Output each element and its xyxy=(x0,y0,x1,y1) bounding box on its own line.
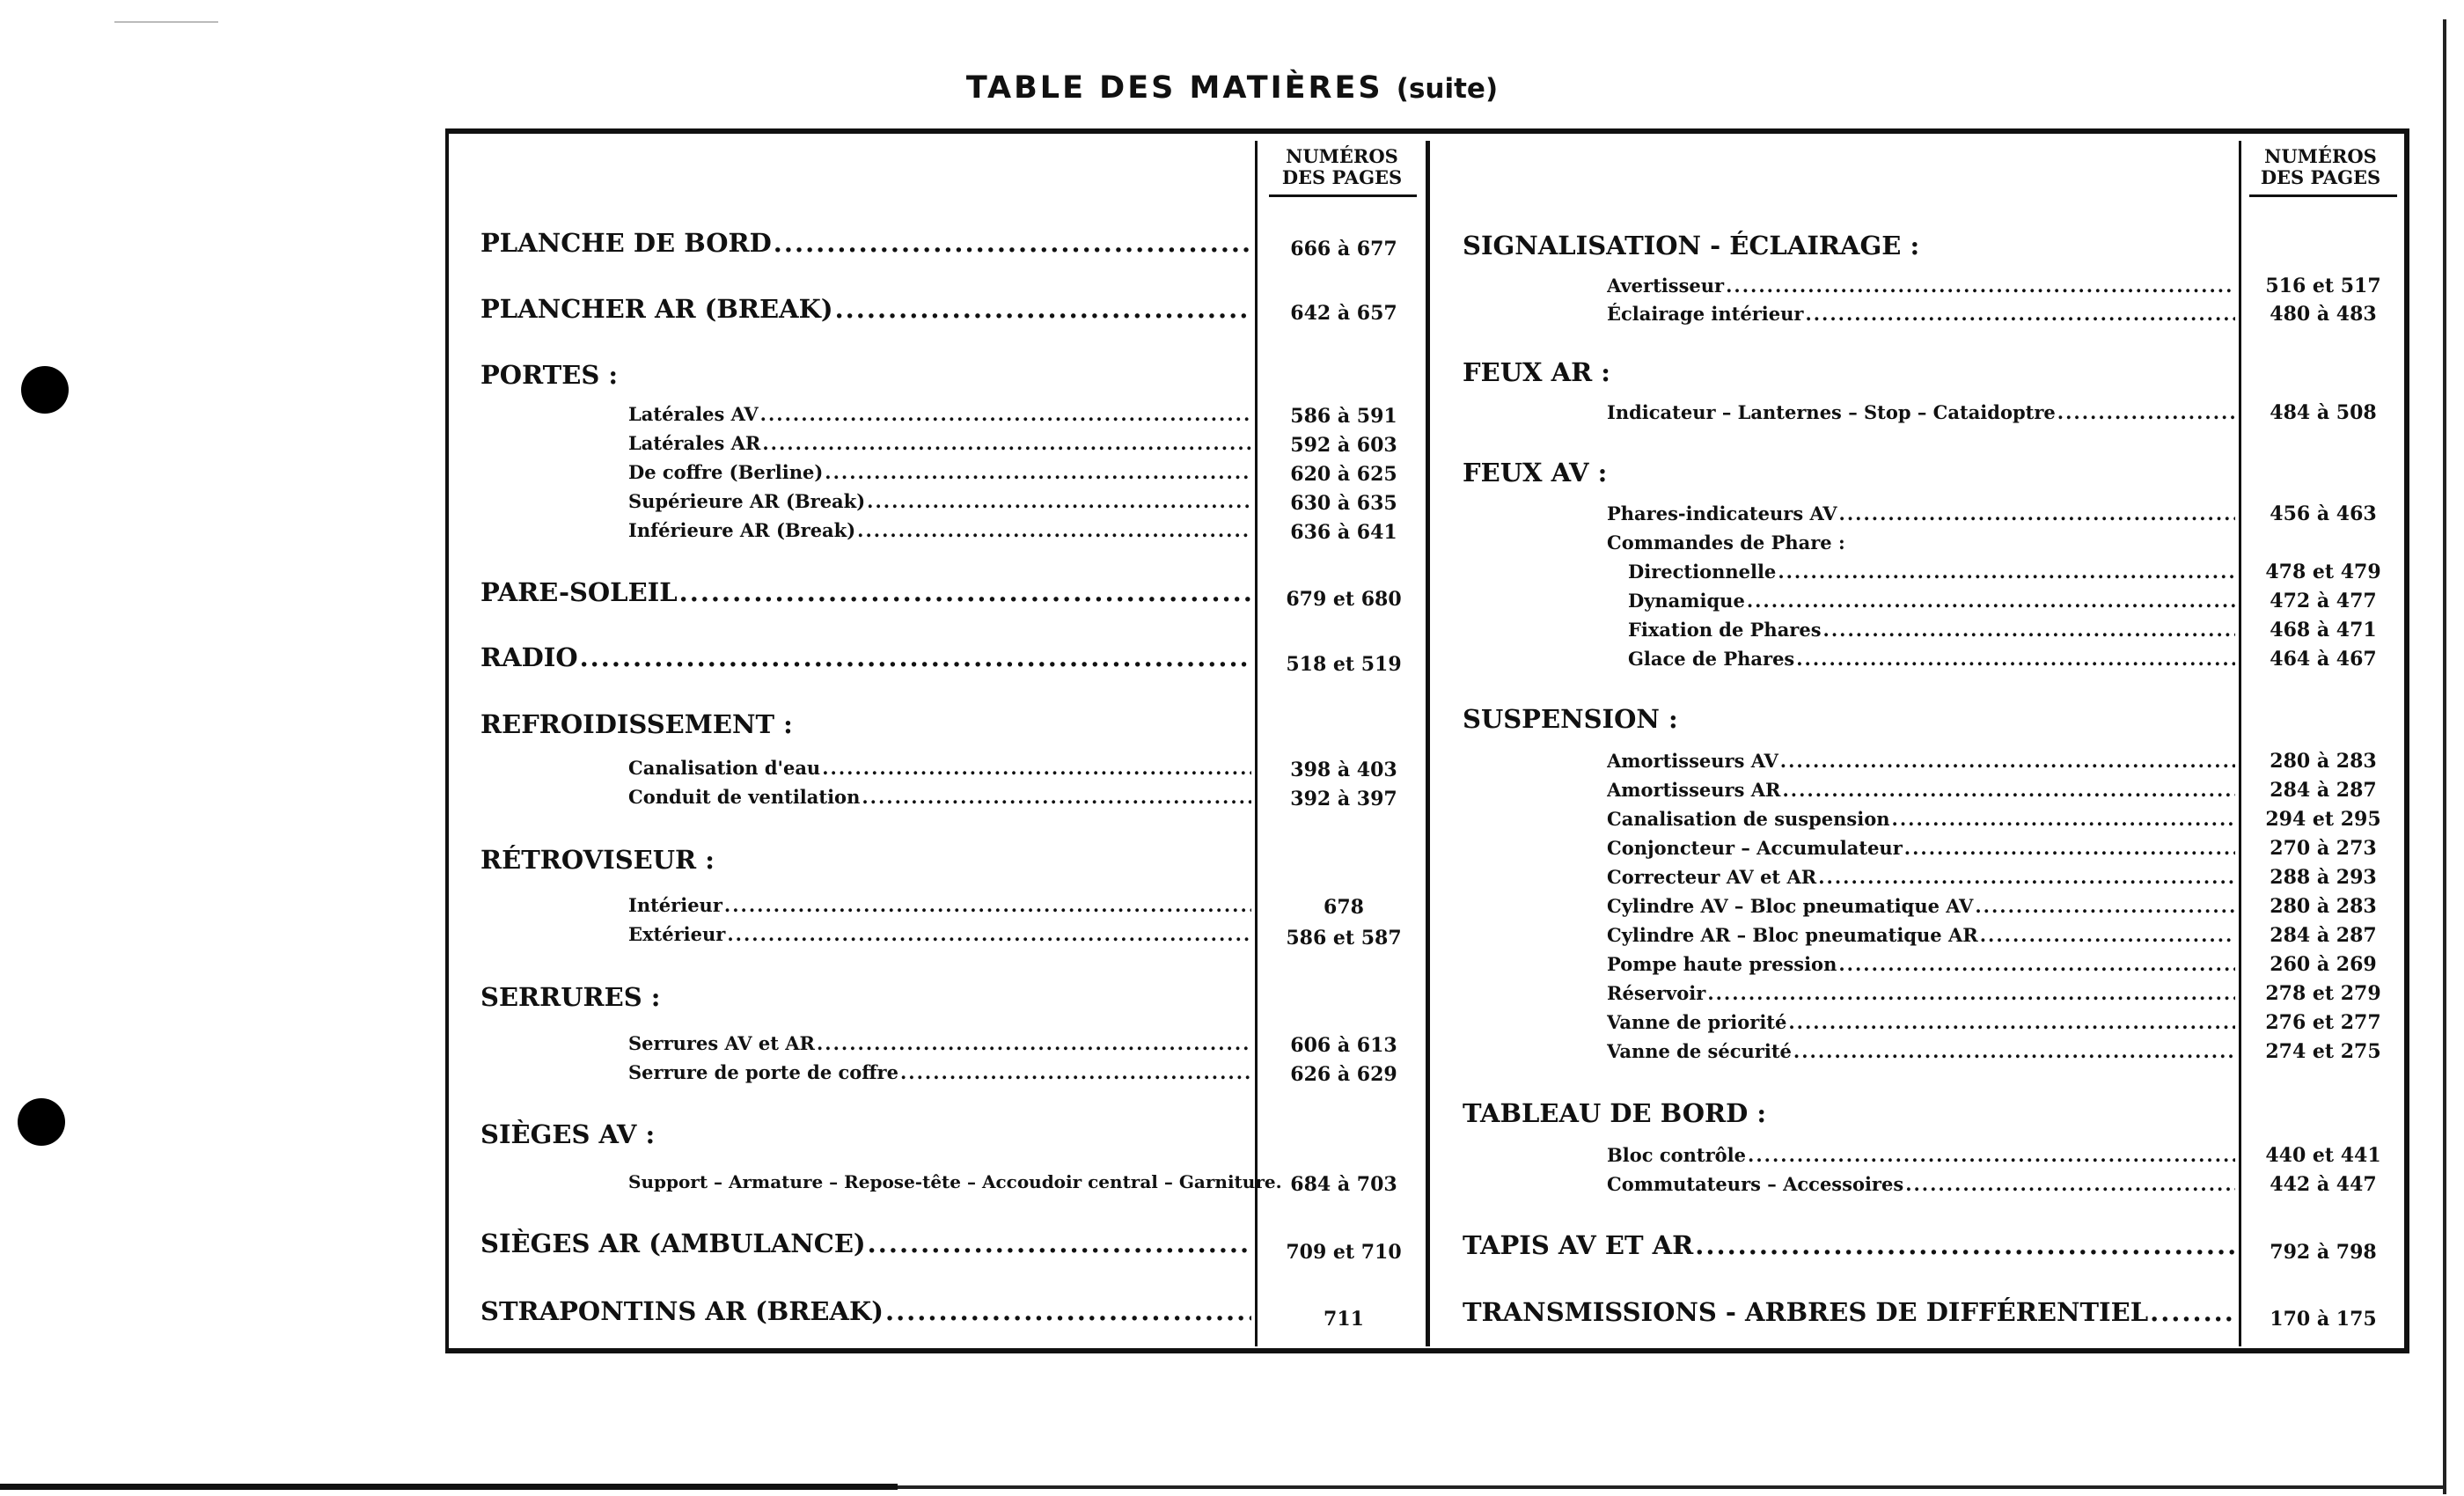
page-number: 606 à 613 xyxy=(1290,1034,1397,1057)
title-suffix: (suite) xyxy=(1396,73,1499,105)
toc-subentry: Glace de Phares ..... xyxy=(1628,648,2235,670)
page-number: 484 à 508 xyxy=(2270,401,2377,424)
toc-subheading: Commandes de Phare : xyxy=(1607,532,1845,554)
toc-entry: PLANCHER AR (BREAK) ..... xyxy=(480,294,1251,324)
page-number: 284 à 287 xyxy=(2270,924,2377,947)
page-title xyxy=(0,70,2464,106)
toc-entry: RADIO ..... xyxy=(480,642,1251,672)
toc-entry: PLANCHE DE BORD ..... xyxy=(480,228,1251,258)
page-number: 260 à 269 xyxy=(2270,953,2377,976)
toc-subentry: Pompe haute pression ..... xyxy=(1607,953,2235,975)
toc-subentry: Serrures AV et AR ..... xyxy=(628,1032,1251,1054)
toc-subentry: Canalisation d'eau ..... xyxy=(628,757,1251,779)
toc-entry: SIÈGES AR (AMBULANCE) ..... xyxy=(480,1228,1251,1258)
page-number: 678 xyxy=(1324,896,1364,919)
toc-section-heading: FEUX AR : xyxy=(1463,357,1610,387)
left-pages-header-rule xyxy=(1269,194,1417,197)
right-pages-column-header xyxy=(2246,146,2395,188)
toc-subentry: De coffre (Berline) ..... xyxy=(628,461,1251,483)
toc-entry: TRANSMISSIONS - ARBRES DE DIFFÉRENTIEL ..... xyxy=(1463,1297,2235,1327)
page-edge-right xyxy=(2443,19,2446,1494)
toc-subentry: Vanne de sécurité ..... xyxy=(1607,1040,2235,1062)
toc-section-heading: SIGNALISATION - ÉCLAIRAGE : xyxy=(1463,231,1920,260)
right-pages-header-rule xyxy=(2249,194,2397,197)
page-number: 288 à 293 xyxy=(2270,866,2377,889)
toc-subentry: Directionnelle ..... xyxy=(1628,561,2235,583)
page-number: 472 à 477 xyxy=(2270,590,2377,612)
page-number: 280 à 283 xyxy=(2270,895,2377,918)
toc-subentry: Avertisseur ..... xyxy=(1607,275,2235,297)
page-number: 442 à 447 xyxy=(2270,1173,2377,1196)
page-number: 592 à 603 xyxy=(1290,434,1397,457)
toc-subentry: Support – Armature – Repose-tête – Accoudoir central – Garniture. xyxy=(628,1171,1282,1192)
toc-section-heading: SUSPENSION : xyxy=(1463,704,1678,734)
toc-section-heading: FEUX AV : xyxy=(1463,458,1608,488)
toc-section-heading: SERRURES : xyxy=(480,982,661,1012)
page-number: 280 à 283 xyxy=(2270,750,2377,773)
left-pages-header-line1: NUMÉROS xyxy=(1286,145,1398,167)
page-number: 516 et 517 xyxy=(2265,275,2381,297)
page-number: 478 et 479 xyxy=(2265,561,2381,583)
toc-subentry: Intérieur ..... xyxy=(628,894,1251,916)
page-number: 480 à 483 xyxy=(2270,303,2377,326)
toc-subentry: Réservoir ..... xyxy=(1607,982,2235,1004)
toc-subentry: Correcteur AV et AR ..... xyxy=(1607,866,2235,888)
left-pages-column-rule-left xyxy=(1255,141,1258,1346)
page-number: 398 à 403 xyxy=(1290,759,1397,781)
toc-subentry: Bloc contrôle ..... xyxy=(1607,1144,2235,1166)
page-number: 666 à 677 xyxy=(1290,238,1397,260)
toc-entry: PARE-SOLEIL ..... xyxy=(480,577,1251,607)
page-number: 586 et 587 xyxy=(1286,927,1402,950)
toc-entry: TAPIS AV ET AR ..... xyxy=(1463,1230,2235,1260)
page-number: 684 à 703 xyxy=(1290,1173,1397,1196)
punch-hole-top xyxy=(21,366,69,414)
toc-subentry: Amortisseurs AR ..... xyxy=(1607,779,2235,801)
page-number: 679 et 680 xyxy=(1286,588,1402,611)
left-pages-column-rule-right xyxy=(1426,141,1430,1346)
toc-section-heading: TABLEAU DE BORD : xyxy=(1463,1098,1767,1128)
toc-subentry: Vanne de priorité ..... xyxy=(1607,1011,2235,1033)
page-number: 392 à 397 xyxy=(1290,788,1397,810)
page-number: 440 et 441 xyxy=(2265,1144,2381,1167)
page-number: 294 et 295 xyxy=(2265,808,2381,831)
page-number: 709 et 710 xyxy=(1286,1241,1402,1264)
toc-subentry: Cylindre AR – Bloc pneumatique AR ..... xyxy=(1607,924,2235,946)
toc-subentry: Commutateurs – Accessoires ..... xyxy=(1607,1173,2235,1195)
toc-subentry: Extérieur ..... xyxy=(628,923,1251,945)
toc-subentry: Supérieure AR (Break) ..... xyxy=(628,490,1251,512)
page-number: 792 à 798 xyxy=(2270,1241,2377,1264)
left-pages-column-header xyxy=(1267,146,1417,188)
page-number: 270 à 273 xyxy=(2270,837,2377,860)
page-number: 711 xyxy=(1324,1308,1364,1331)
page-number: 274 et 275 xyxy=(2265,1040,2381,1063)
toc-subentry: Phares-indicateurs AV ..... xyxy=(1607,502,2235,524)
toc-subentry: Cylindre AV – Bloc pneumatique AV ..... xyxy=(1607,895,2235,917)
page-number: 278 et 279 xyxy=(2265,982,2381,1005)
toc-subentry: Dynamique ..... xyxy=(1628,590,2235,612)
toc-subentry: Éclairage intérieur ..... xyxy=(1607,303,2235,325)
page-number: 464 à 467 xyxy=(2270,648,2377,671)
toc-subentry: Conduit de ventilation ..... xyxy=(628,786,1251,808)
page-number: 170 à 175 xyxy=(2270,1308,2377,1331)
left-pages-header-line2: DES PAGES xyxy=(1281,166,1403,188)
page-number: 636 à 641 xyxy=(1290,521,1397,544)
toc-subentry: Serrure de porte de coffre ..... xyxy=(628,1061,1251,1083)
toc-subentry: Amortisseurs AV ..... xyxy=(1607,750,2235,772)
title-text: TABLE DES MATIÈRES xyxy=(965,70,1383,106)
toc-subentry: Latérales AV ..... xyxy=(628,403,1251,425)
page-number: 456 à 463 xyxy=(2270,502,2377,525)
toc-subentry: Inférieure AR (Break) ..... xyxy=(628,519,1251,541)
toc-subentry: Indicateur – Lanternes – Stop – Cataidoptre ..... xyxy=(1607,401,2235,423)
right-pages-header-line2: DES PAGES xyxy=(2260,166,2381,188)
page-edge-bottom-thick xyxy=(0,1484,898,1490)
toc-section-heading: REFROIDISSEMENT : xyxy=(480,709,793,739)
page-number: 518 et 519 xyxy=(1286,653,1402,676)
page-number: 284 à 287 xyxy=(2270,779,2377,802)
page-number: 620 à 625 xyxy=(1290,463,1397,486)
toc-subentry: Canalisation de suspension ..... xyxy=(1607,808,2235,830)
toc-section-heading: PORTES : xyxy=(480,360,619,390)
page-number: 586 à 591 xyxy=(1290,405,1397,428)
page-number: 468 à 471 xyxy=(2270,619,2377,642)
toc-section-heading: SIÈGES AV : xyxy=(480,1119,656,1149)
punch-hole-bottom xyxy=(18,1098,65,1146)
toc-subentry: Fixation de Phares ..... xyxy=(1628,619,2235,641)
toc-subentry: Latérales AR ..... xyxy=(628,432,1251,454)
right-pages-header-line1: NUMÉROS xyxy=(2264,145,2377,167)
page-number: 630 à 635 xyxy=(1290,492,1397,515)
toc-section-heading: RÉTROVISEUR : xyxy=(480,845,715,875)
scan-mark xyxy=(114,21,218,23)
toc-subentry: Conjoncteur – Accumulateur ..... xyxy=(1607,837,2235,859)
page-number: 276 et 277 xyxy=(2265,1011,2381,1034)
page-number: 626 à 629 xyxy=(1290,1063,1397,1086)
toc-entry: STRAPONTINS AR (BREAK) ..... xyxy=(480,1296,1251,1326)
page-number: 642 à 657 xyxy=(1290,302,1397,325)
